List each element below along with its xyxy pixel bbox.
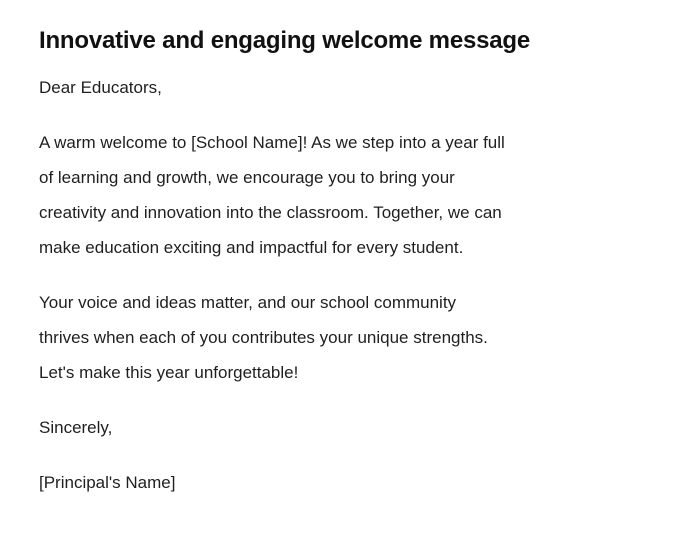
body-paragraph-2 bbox=[39, 285, 660, 390]
closing: Sincerely, bbox=[39, 418, 113, 437]
document-title: Innovative and engaging welcome message bbox=[39, 27, 531, 54]
signature: [Principal's Name] bbox=[39, 473, 176, 492]
paragraph-line: thrives when each of you contributes your unique strengths. bbox=[39, 328, 488, 347]
paragraph-line: A warm welcome to [School Name]! As we step into a year full bbox=[39, 133, 505, 152]
paragraph-line: Your voice and ideas matter, and our school community bbox=[39, 293, 457, 312]
salutation: Dear Educators, bbox=[39, 78, 162, 97]
paragraph-line: make education exciting and impactful for every student. bbox=[39, 238, 464, 257]
paragraph-line: of learning and growth, we encourage you to bring your bbox=[39, 168, 455, 187]
body-paragraph-1 bbox=[39, 125, 660, 265]
paragraph-line: creativity and innovation into the classroom. Together, we can bbox=[39, 203, 502, 222]
paragraph-line: Let's make this year unforgettable! bbox=[39, 363, 299, 382]
